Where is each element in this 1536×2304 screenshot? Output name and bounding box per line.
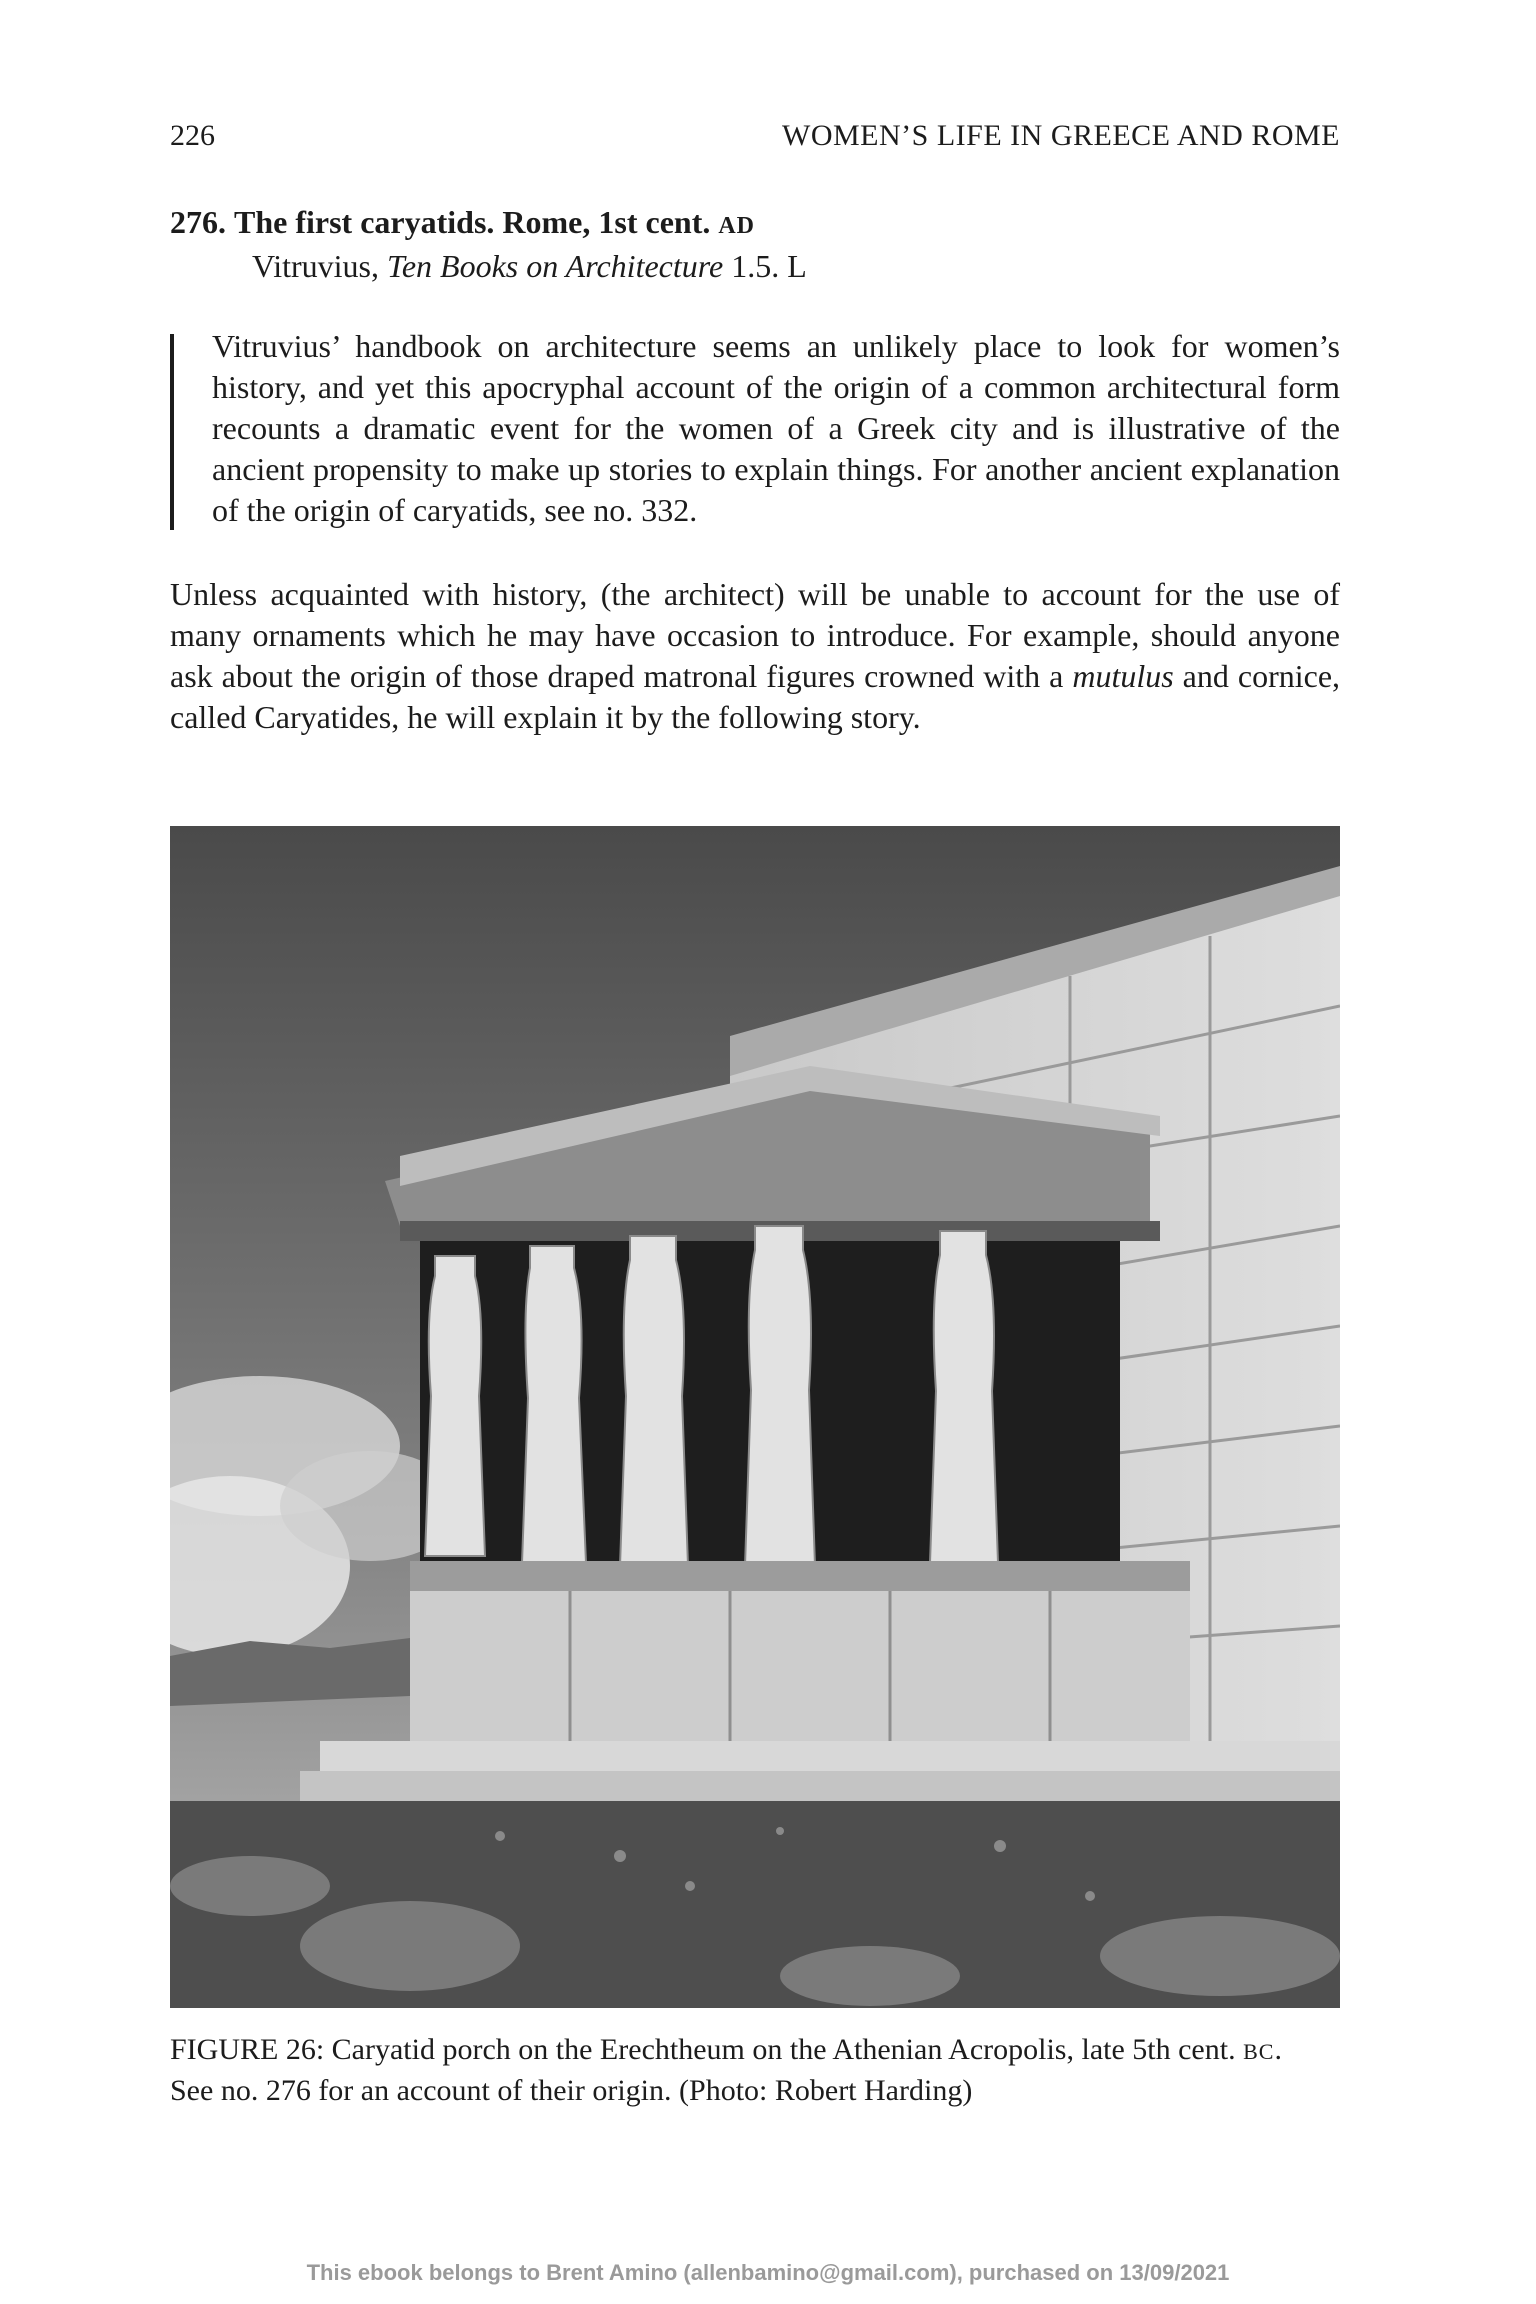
book-title: WOMEN’S LIFE IN GREECE AND ROME <box>782 119 1340 152</box>
entry-heading <box>170 202 1340 286</box>
ebook-watermark-footer: This ebook belongs to Brent Amino (allenbamino@gmail.com), purchased on 13/09/2021 <box>306 2260 1230 2285</box>
entry-title: The first caryatids. Rome, 1st cent. <box>234 204 711 240</box>
source-work: Ten Books on Architecture <box>386 248 724 284</box>
caption-part1: FIGURE 26: Caryatid porch on the Erechtheum on the Athenian Acropolis, late 5th cent. <box>170 2033 1236 2066</box>
caption-era: BC <box>1243 2039 1275 2064</box>
caryatid-porch-photo <box>170 826 1340 2008</box>
intro-block <box>170 326 1340 531</box>
body-paragraph <box>170 574 1340 738</box>
body-text-part1: Unless acquainted with history, (the architect) will be unable to account for the use of many ornaments which he may have occasion to introduce. For example, should anyone ask about the origin of those draped matronal figures crowned with a <box>170 576 1340 694</box>
caption-part2: See no. 276 for an account of their origin. (Photo: Robert Harding) <box>170 2074 973 2107</box>
figure-photo <box>170 826 1340 2008</box>
body-italic-word: mutulus <box>1072 658 1174 694</box>
source-author: Vitruvius, <box>252 248 379 284</box>
entry-source <box>170 246 1340 286</box>
page-number: 226 <box>170 119 215 152</box>
entry-era: AD <box>718 213 756 239</box>
intro-rule <box>170 334 174 530</box>
figure-caption <box>170 2030 1340 2110</box>
entry-number: 276. <box>170 204 226 240</box>
caption-period: . <box>1274 2033 1282 2066</box>
source-ref: 1.5. L <box>731 248 807 284</box>
body-text-part2: and cornice, called Caryatides, he will explain it by the following story. <box>170 658 1341 735</box>
intro-text: Vitruvius’ handbook on architecture seems an unlikely place to look for women’s history, and yet this apocryphal account of the origin of a common architectural form recounts a dramatic event for the women of a Greek city and is illustrative of the ancient propensity to make up stories to explain things. For another ancient explanation of the origin of caryatids, see no. 332. <box>212 328 1340 528</box>
